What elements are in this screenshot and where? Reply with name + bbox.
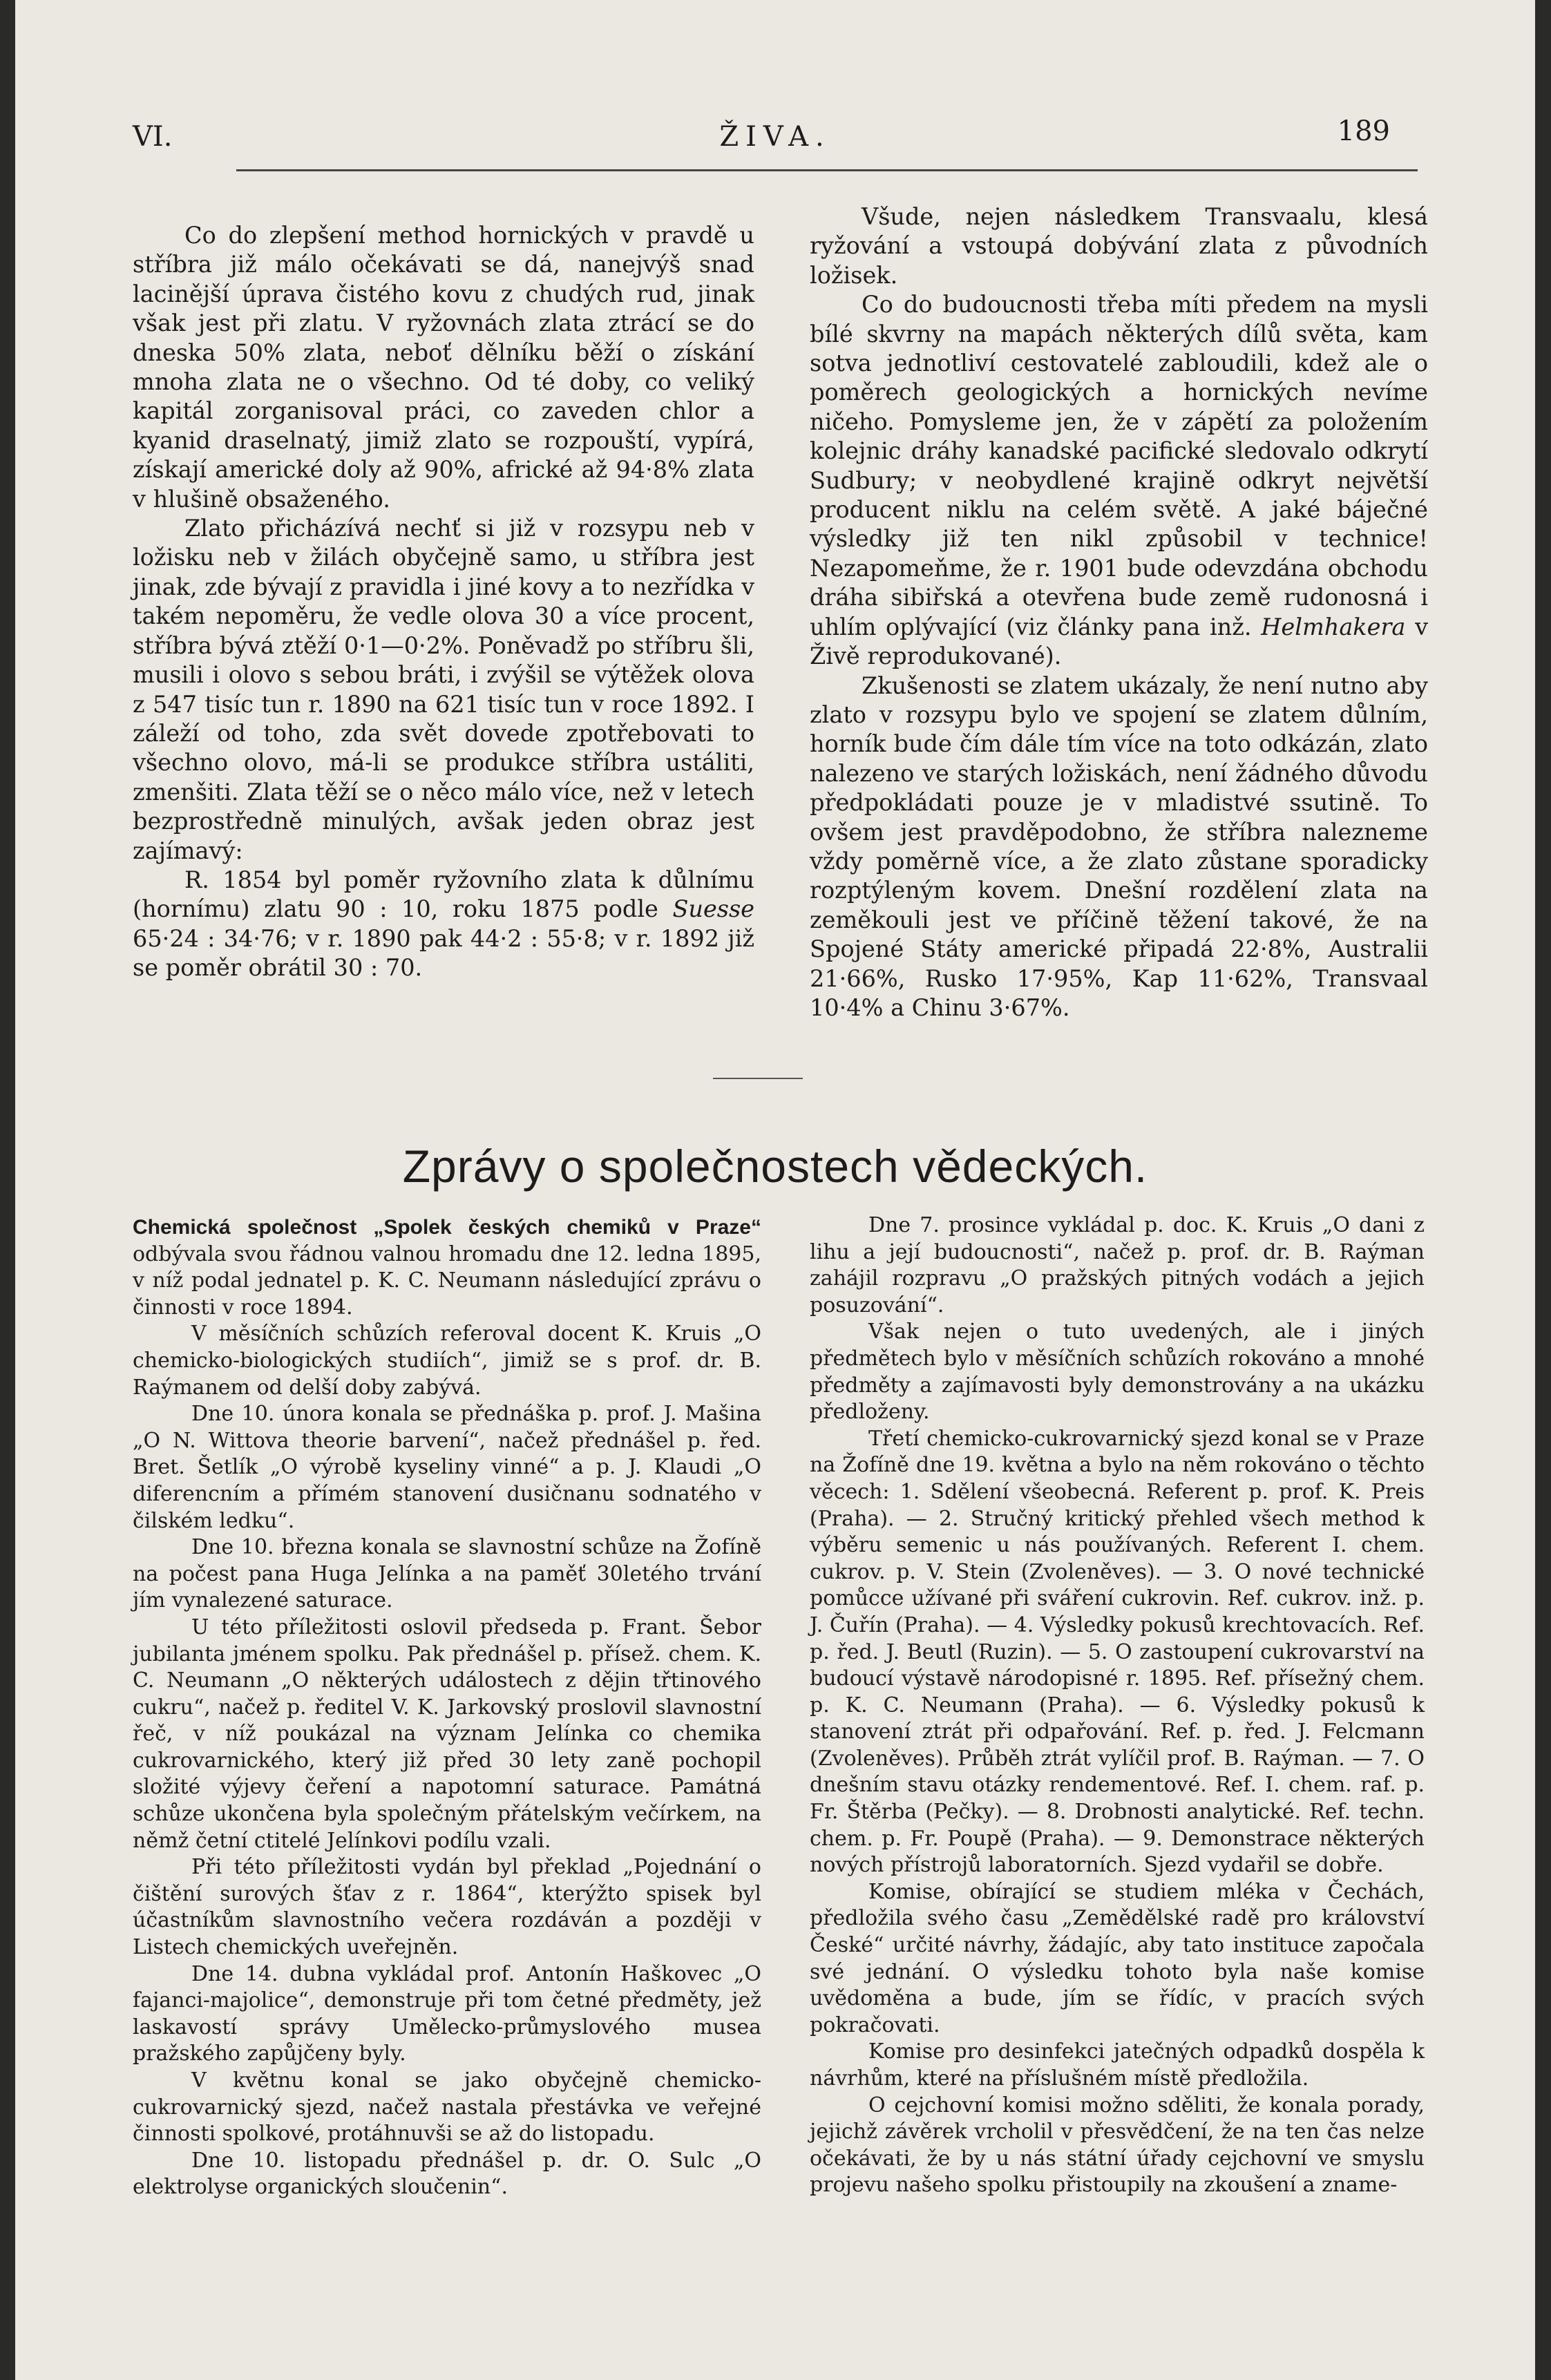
paragraph: Dne 10. listopadu přednášel p. dr. O. Sulc „O elektrolyse organických sloučenin“. — [133, 2148, 761, 2200]
volume-number: VI. — [133, 121, 173, 153]
society-name: Chemická společnost „Spolek českých chemiků v Praze“ — [133, 1216, 761, 1239]
paragraph: U této příležitosti oslovil předseda p. Frant. Šebor jubilanta jménem spolku. Pak přednášel p. přísež. chem. K. C. Neumann „O některých událostech z dějin třtinového cukru“, načež p. ředitel V. K. Jarkovský proslovil slavnostní řeč, v níž poukázal na význam Jelínka co chemika cukrovarnického, který již před 30 lety zaně pochopil složité výjevy čeření a napotomní saturace. Památná schůze ukončena byla společným přátelským večírkem, na němž četní ctitelé Jelínkovi podílu vzali. — [133, 1615, 761, 1853]
header-rule — [236, 169, 1418, 171]
paragraph: Co do zlepšení method hornických v pravdě u stříbra již málo očekávati se dá, nanejvýš snad lacinější úprava čistého kovu z chudých rud, jinak však jest při zlatu. V ryžovnách zlata ztrácí se do dneska 50% zlata, neboť dělníku běží o získání mnoha zlata ne o všechno. Od té doby, co veliký kapitál zorganisoval práci, co zaveden chlor a kyanid draselnatý, jimiž zlato se rozpouští, vypírá, získají americké doly až 90%, africké až 94·8% zlata v hlušině obsaženého. — [133, 222, 754, 513]
author-name: Suesse — [672, 895, 754, 923]
paragraph: Při této příležitosti vydán byl překlad „Pojednání o čištění surových šťav z r. 1864“, kterýžto spisek byl účastníkům slavnostního večera rozdáván a později v Listech chemických uveřejněn. — [133, 1855, 761, 1960]
text: odbývala svou řádnou valnou hromadu dne 12. ledna 1895, v níž podal jednatel p. K. C. Neumann následující zprávu o činnosti v roce 1894. — [133, 1241, 761, 1320]
paragraph: Dne 10. března konala se slavnostní schůze na Žofíně na počest pana Huga Jelínka a na paměť 30letého trvání jím vynalezené saturace. — [133, 1535, 761, 1613]
reports-column-right — [810, 1212, 1425, 2199]
paragraph: Zkušenosti se zlatem ukázaly, že není nutno aby zlato v rozsypu bylo ve spojení se zlatem důlním, horník bude čím dále tím více na toto odkázán, zlato nalezeno ve starých ložiskách, není žádného důvodu předpokládati pouze je v mladistvé ssutině. To ovšem jest pravděpodobno, že stříbra nalezneme vždy poměrně více, a že zlato zůstane sporadicky rozptýleným kovem. Dnešní rozdělení zlata na zeměkouli jest ve příčině těžení takové, že na Spojené Státy americké připadá 22·8%, Australii 21·66%, Rusko 17·95%, Kap 11·62%, Transvaal 10·4% a Chinu 3·67%. — [810, 672, 1428, 1021]
journal-title: ŽIVA. — [719, 121, 831, 153]
running-header — [133, 115, 1418, 169]
paragraph: O cejchovní komisi možno sděliti, že konala porady, jejichž závěrek vrcholil v přesvědčení, že na ten čas nelze očekávati, že by u nás státní úřady cejchovní ve smyslu projevu našeho spolku přistoupily na zkoušení a zname- — [810, 2093, 1425, 2198]
text: Co do budoucnosti třeba míti předem na mysli bílé skvrny na mapách některých dílů světa, kam sotva jednotliví cestovatelé zabloudili, kdež ale o poměrech geologických a hornických nevíme ničeho. Pomysleme jen, že v zápětí za položením kolejnic dráhy kanadské pacifické sledovalo odkrytí Sudbury; v neobydlené krajině odkryt největší producent niklu na celém světě. A jaké báječné výsledky již ten nikl způsobil v technice! Nezapomeňme, že r. 1901 bude odevzdána obchodu dráha sibiřská a otevřena bude země rudonosná i uhlím oplývající (viz články pana inž. — [810, 291, 1428, 640]
paragraph: Dne 10. února konala se přednáška p. prof. J. Mašina „O N. Wittova theorie barvení“, načež přednášel p. řed. Bret. Šetlík „O výrobě kyseliny vinné“ a p. J. Klaudi „O diferencním a přímém stanovení dusičnanu sodnatého v čilském ledku“. — [133, 1402, 761, 1533]
section-title: Zprávy o společnostech vědeckých. — [402, 1141, 1148, 1192]
text: 65·24 : 34·76; v r. 1890 pak 44·2 : 55·8; v r. 1892 již se poměr obrátil 30 : 70. — [133, 924, 754, 982]
scanned-page — [15, 0, 1535, 2380]
paragraph: Však nejen o tuto uvedených, ale i jiných předmětech bylo v měsíčních schůzích rokováno a mnohé předměty a zajímavosti byly demonstrovány a na ukázku předloženy. — [810, 1320, 1425, 1425]
article-column-right — [810, 202, 1428, 1022]
paragraph: Zlato přicházívá nechť si již v rozsypu neb v ložisku neb v žilách obyčejně samo, u stříbra jest jinak, zde bývají z pravidla i jiné kovy a to nezřídka v takém nepoměru, že vedle olova 30 a více procent, stříbra bývá ztěží 0·1—0·2%. Poněvadž po stříbru šli, musili i olovo s sebou bráti, i zvýšil se výtěžek olova z 547 tisíc tun r. 1890 na 621 tisíc tun v roce 1892. I záleží od toho, zda svět dovede zpotřebovati to všechno olovo, má-li se produkce stříbra ustáliti, zmenšiti. Zlata těží se o něco málo více, než v letech bezprostředně minulých, avšak jeden obraz jest zajímavý: — [133, 515, 754, 864]
paragraph: Komise pro desinfekci jatečných odpadků dospěla k návrhům, které na příslušném místě předložila. — [810, 2039, 1425, 2091]
paragraph: V měsíčních schůzích referoval docent K. Kruis „O chemicko-biologických studiích“, jimiž se s prof. dr. B. Raýmanem od delší doby zabývá. — [133, 1322, 761, 1400]
paragraph — [133, 866, 754, 983]
paragraph: V květnu konal se jako obyčejně chemicko-cukrovarnický sjezd, načež nastala přestávka ve veřejné činnosti spolkové, protáhnuvši se až do listopadu. — [133, 2068, 761, 2146]
paragraph — [810, 290, 1428, 671]
text: v Živě reprodukované). — [810, 613, 1428, 670]
reports-column-left — [133, 1215, 761, 2201]
paragraph: Komise, obírající se studiem mléka v Čechách, předložila svého času „Zemědělské radě pro království České“ určité návrhy, žádajíc, aby tato instituce započala své jednání. O výsledku tohoto byla naše komise uvědoměna a bude, jím se řídíc, v pracích svých pokračovati. — [810, 1879, 1425, 2037]
text: R. 1854 byl poměr ryžovního zlata k důlnímu (hornímu) zlatu 90 : 10, roku 1875 podle — [133, 866, 754, 923]
paragraph: Všude, nejen následkem Transvaalu, klesá ryžování a vstoupá dobývání zlata z původních ložisek. — [810, 203, 1428, 289]
section-divider — [713, 1078, 803, 1079]
paragraph — [133, 1215, 761, 1321]
paragraph: Dne 7. prosince vykládal p. doc. K. Kruis „O dani z lihu a její budoucnosti“, načež p. prof. dr. B. Raýman zahájil rozpravu „O pražských pitných vodách a jejich posuzování“. — [810, 1213, 1425, 1317]
page-number: 189 — [1337, 115, 1390, 147]
paragraph: Třetí chemicko-cukrovarnický sjezd konal se v Praze na Žofíně dne 19. května a bylo na něm rokováno o těchto věcech: 1. Sdělení všeobecná. Referent p. prof. K. Preis (Praha). — 2. Stručný kritický přehled všech method k výběru semenic u nás používaných. Referent I. chem. cukrov. p. V. Stein (Zvoleněves). — 3. O nové technické pomůcce užívané při sváření cukrovin. Ref. cukrov. inž. p. J. Čuřín (Praha). — 4. Výsledky pokusů krechtovacích. Ref. p. řed. J. Beutl (Ruzin). — 5. O zastoupení cukrovarství na budoucí výstavě národopisné r. 1895. Ref. přísežný chem. p. K. C. Neumann (Praha). — 6. Výsledky pokusů k stanovení ztrát při odpařování. Ref. p. řed. J. Felcmann (Zvoleněves). Průběh ztrát vylíčil prof. B. Raýman. — 7. O dnešním stavu otázky rendementové. Ref. I. chem. raf. p. Fr. Štěrba (Pečky). — 8. Drobnosti analytické. Ref. techn. chem. p. Fr. Poupě (Praha). — 9. Demonstrace některých nových přístrojů laboratorních. Sjezd vydařil se dobře. — [810, 1426, 1425, 1878]
paragraph: Dne 14. dubna vykládal prof. Antonín Haškovec „O fajanci-majolice“, demonstruje při tom četné předměty, jež laskavostí správy Umělecko-průmyslového musea pražského zapůjčeny byly. — [133, 1961, 761, 2066]
article-column-left — [133, 221, 754, 983]
author-name: Helmhakera — [1261, 613, 1406, 640]
